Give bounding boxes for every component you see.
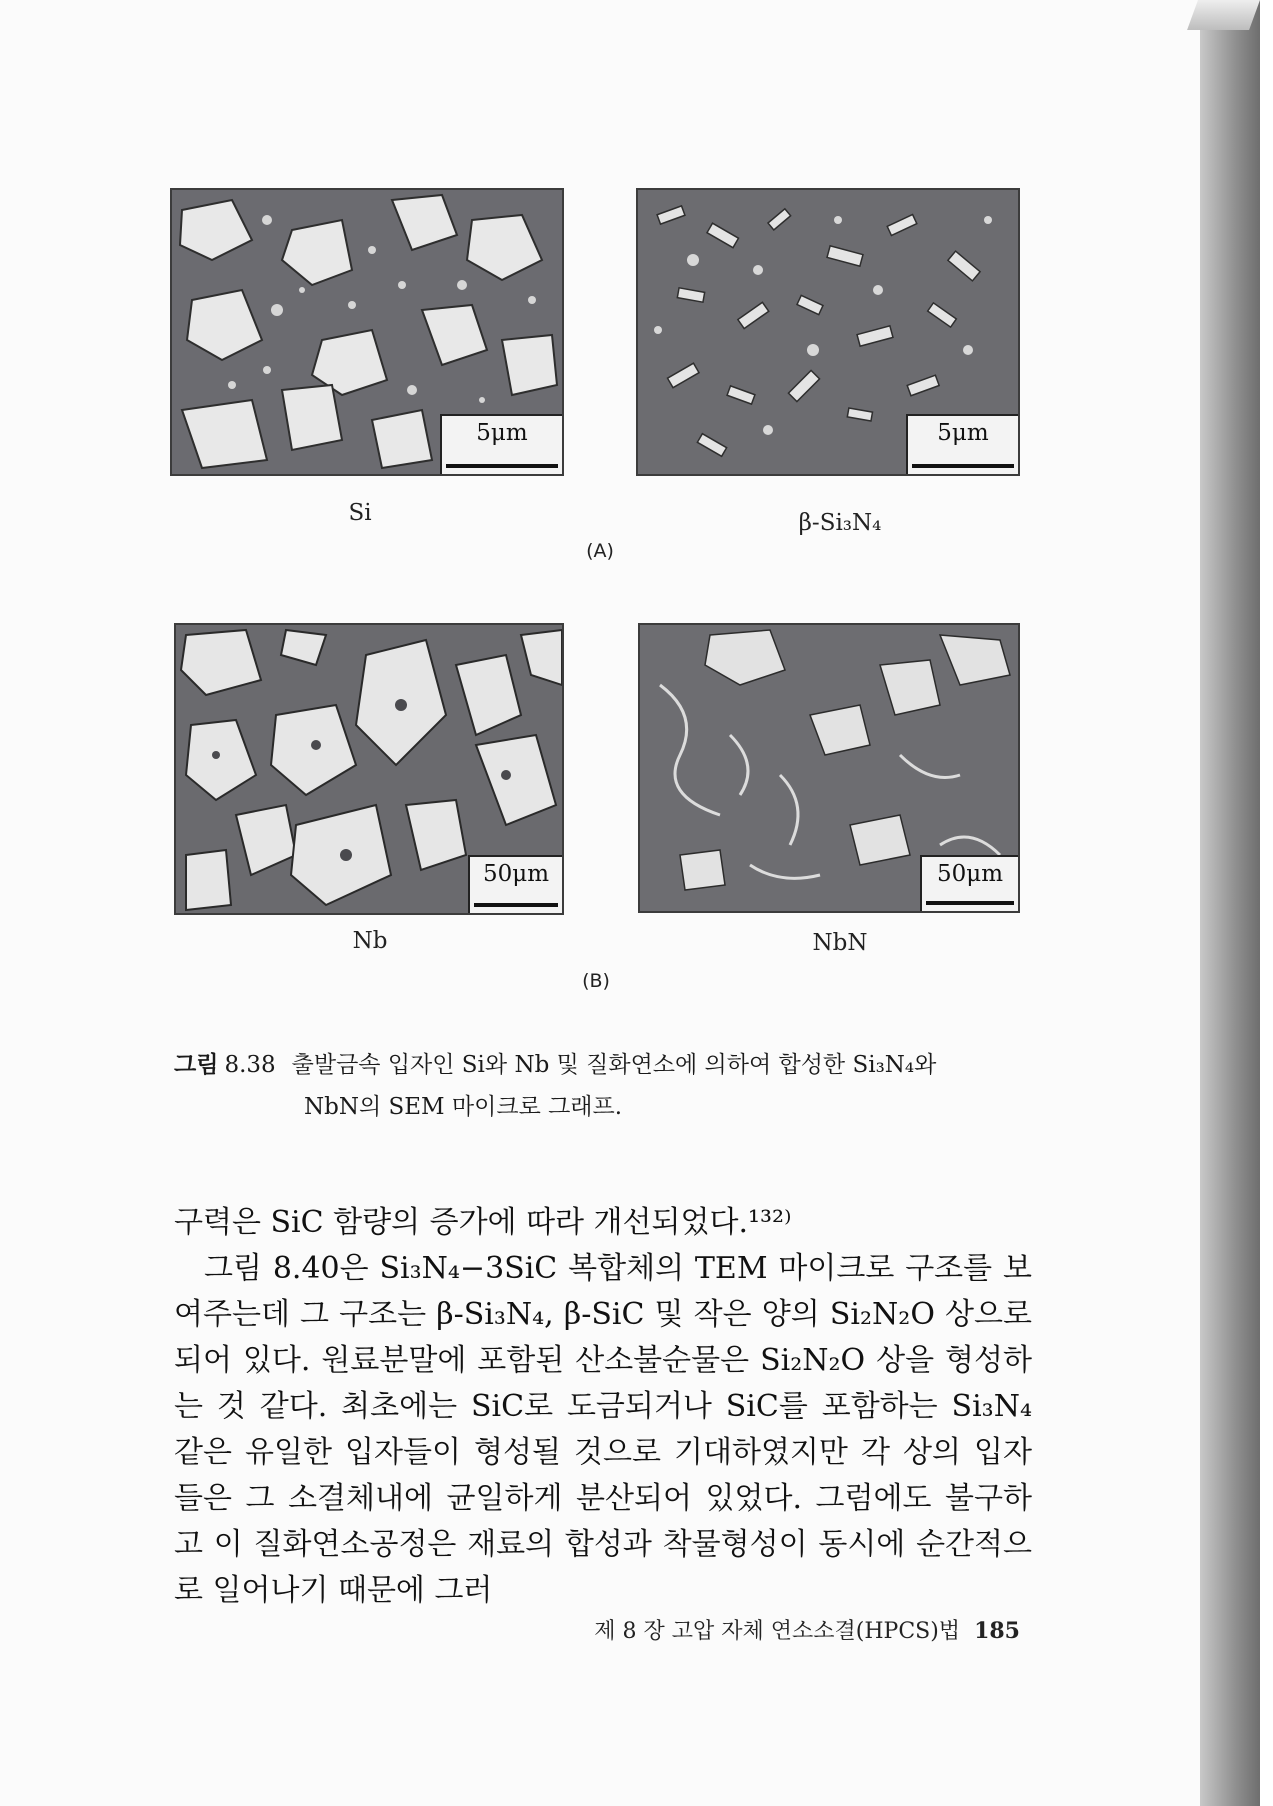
scale-bar-nbn	[920, 855, 1018, 911]
sem-image-si	[170, 188, 564, 476]
scale-line-si	[446, 464, 558, 468]
scale-line-si3n4	[912, 464, 1014, 468]
figure-caption	[174, 1044, 1034, 1128]
panel-label-nbn: NbN	[812, 930, 868, 956]
panel-label-si3n4: β-Si₃N₄	[798, 510, 882, 536]
caption-line-2: NbN의 SEM 마이크로 그래프.	[304, 1094, 623, 1120]
running-footer	[520, 1614, 1020, 1645]
sem-image-nb	[174, 623, 564, 915]
panel-label-si: Si	[348, 500, 372, 526]
page-edge-shadow	[1200, 0, 1260, 1806]
caption-head: 그림	[174, 1052, 219, 1078]
scale-line-nbn	[926, 901, 1014, 905]
page-edge-cap	[1187, 0, 1260, 30]
figure-part-a-label: (A)	[586, 540, 614, 562]
body-paragraph-1: 구력은 SiC 함량의 증가에 따라 개선되었다.¹³²⁾	[174, 1205, 792, 1240]
caption-text-1: 출발금속 입자인 Si와 Nb 및 질화연소에 의하여 합성한 Si₃N₄와	[291, 1052, 937, 1078]
scale-label-nbn: 50μm	[936, 861, 1004, 887]
sem-image-nbn	[638, 623, 1020, 913]
scale-bar-nb	[468, 855, 562, 913]
scale-label-si3n4: 5μm	[937, 420, 989, 446]
chapter-title: 제 8 장 고압 자체 연소소결(HPCS)법	[594, 1619, 961, 1644]
scale-bar-si3n4	[906, 414, 1018, 474]
scale-bar-si	[440, 414, 562, 474]
scale-label-nb: 50μm	[482, 861, 550, 887]
caption-line-1	[174, 1044, 1034, 1086]
scale-line-nb	[474, 903, 558, 907]
scale-label-si: 5μm	[476, 420, 528, 446]
page-number: 185	[974, 1618, 1020, 1644]
body-paragraph-2: 그림 8.40은 Si₃N₄−3SiC 복합체의 TEM 마이크로 구조를 보여주는데 그 구조는 β-Si₃N₄, β-SiC 및 작은 양의 Si₂N₂O 상으로 되어 있다. 원료분말에 포함된 산소불순물은 Si₂N₂O 상을 형성하는 것 같다. 최초에는 SiC로 도금되거나 SiC를 포함하는 Si₃N₄ 같은 유일한 입자들이 형성될 것으로 기대하였지만 각 상의 입자들은 그 소결체내에 균일하게 분산되어 있었다. 그럼에도 불구하고 이 질화연소공정은 재료의 합성과 착물형성이 동시에 순간적으로 일어나기 때문에 그러	[174, 1251, 1032, 1608]
sem-image-si3n4	[636, 188, 1020, 476]
figure-part-b-label: (B)	[582, 970, 610, 992]
caption-number: 8.38	[224, 1052, 276, 1078]
body-text	[174, 1200, 1032, 1614]
panel-label-nb: Nb	[352, 928, 388, 954]
